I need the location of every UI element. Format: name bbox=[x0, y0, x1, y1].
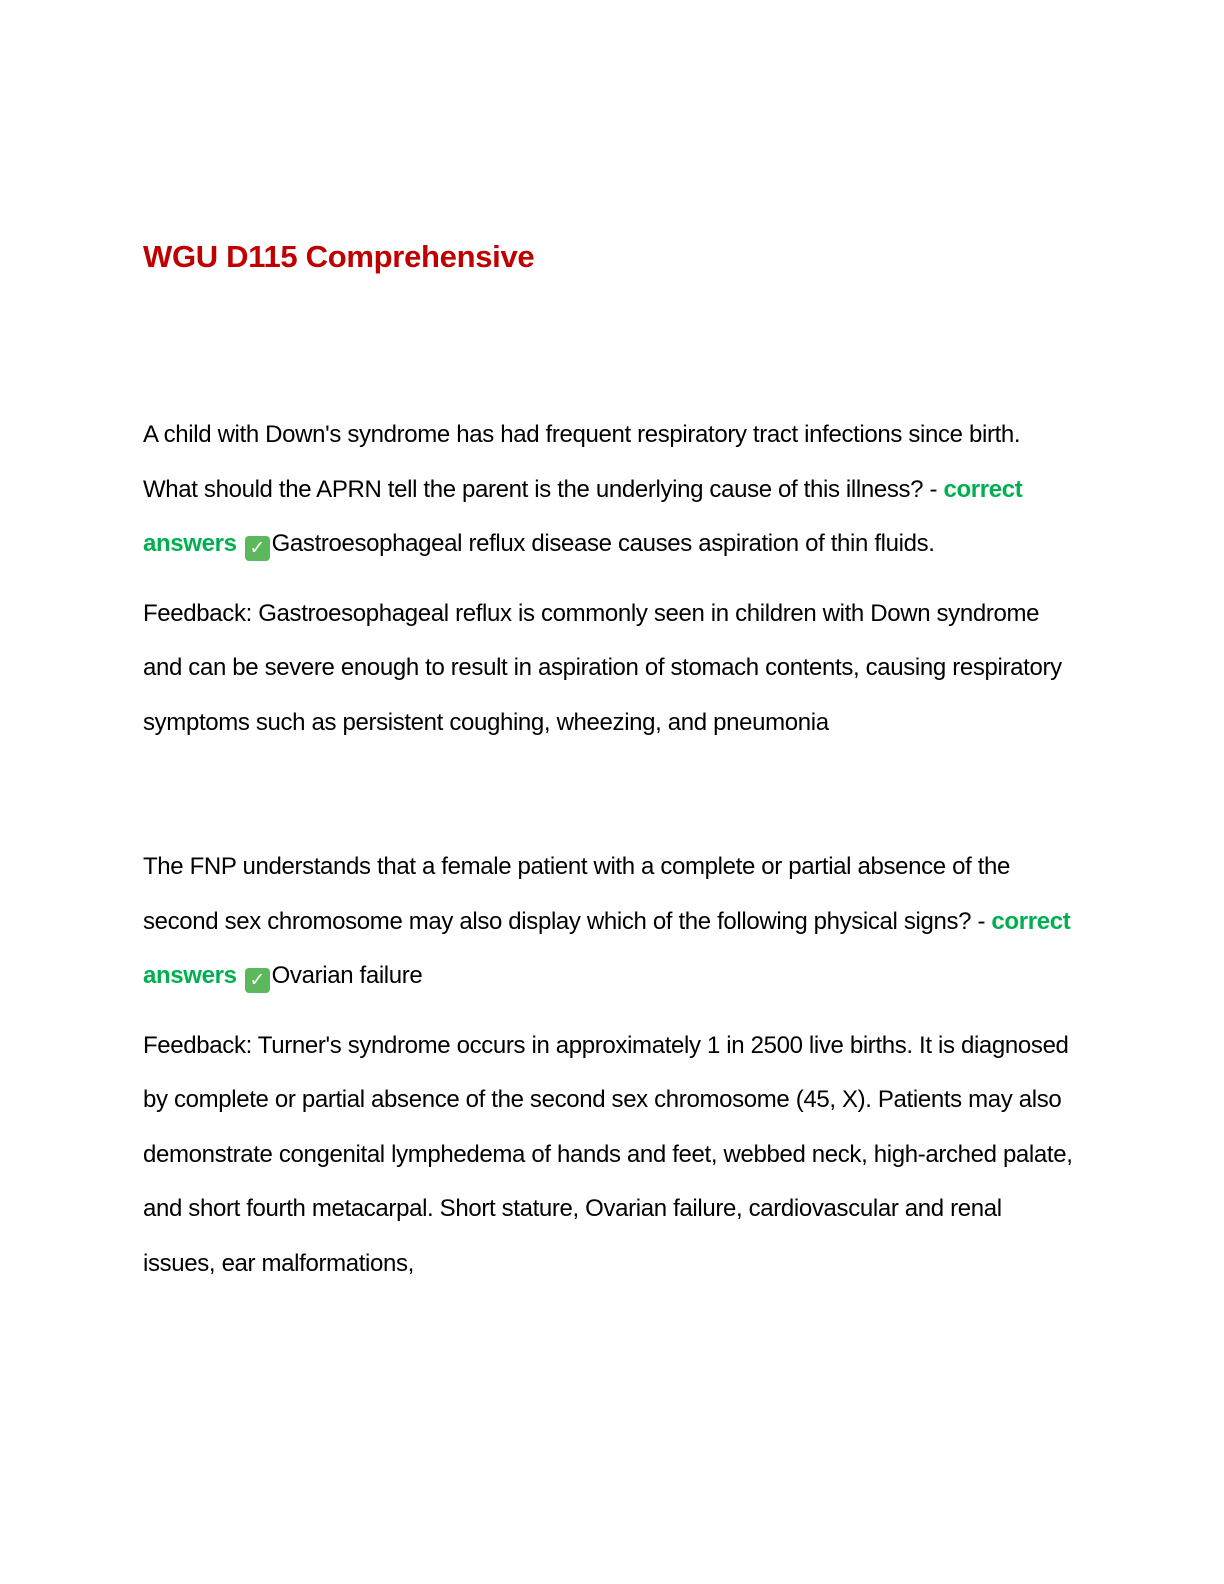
question-text: A child with Down's syndrome has had frequent respiratory tract infections since birth. What should the APRN tell the parent is the underlying cause of this illness? - bbox=[143, 421, 1021, 503]
answer-text: Gastroesophageal reflux disease causes aspiration of thin fluids. bbox=[271, 530, 935, 557]
answer-tag: correct answers bbox=[143, 907, 1071, 989]
answer-tag: correct answers bbox=[143, 475, 1023, 557]
check-mark-button-icon: ✓ bbox=[245, 536, 270, 561]
document-page bbox=[143, 232, 1073, 1291]
document-title: WGU D115 Comprehensive bbox=[143, 239, 535, 274]
qa-item bbox=[143, 840, 1073, 1291]
question-paragraph bbox=[143, 840, 1073, 1004]
qa-item bbox=[143, 408, 1073, 750]
feedback-paragraph: Feedback: Gastroesophageal reflux is commonly seen in children with Down syndrome and can be severe enough to result in aspiration of stomach contents, causing respiratory symptoms such as persistent coughing, wheezing, and pneumonia bbox=[143, 599, 1062, 736]
question-text: The FNP understands that a female patient with a complete or partial absence of the second sex chromosome may also display which of the following physical signs? - bbox=[143, 853, 1011, 935]
answer-text: Ovarian failure bbox=[271, 962, 423, 989]
check-mark-button-icon: ✓ bbox=[245, 968, 270, 993]
question-paragraph bbox=[143, 408, 1073, 572]
feedback-paragraph: Feedback: Turner's syndrome occurs in approximately 1 in 2500 live births. It is diagnosed by complete or partial absence of the second sex chromosome (45, X). Patients may also demonstrate congenital lymphedema of hands and feet, webbed neck, high-arched palate, and short fourth metacarpal. Short stature, Ovarian failure, cardiovascular and renal issues, ear malformations, bbox=[143, 1031, 1073, 1277]
